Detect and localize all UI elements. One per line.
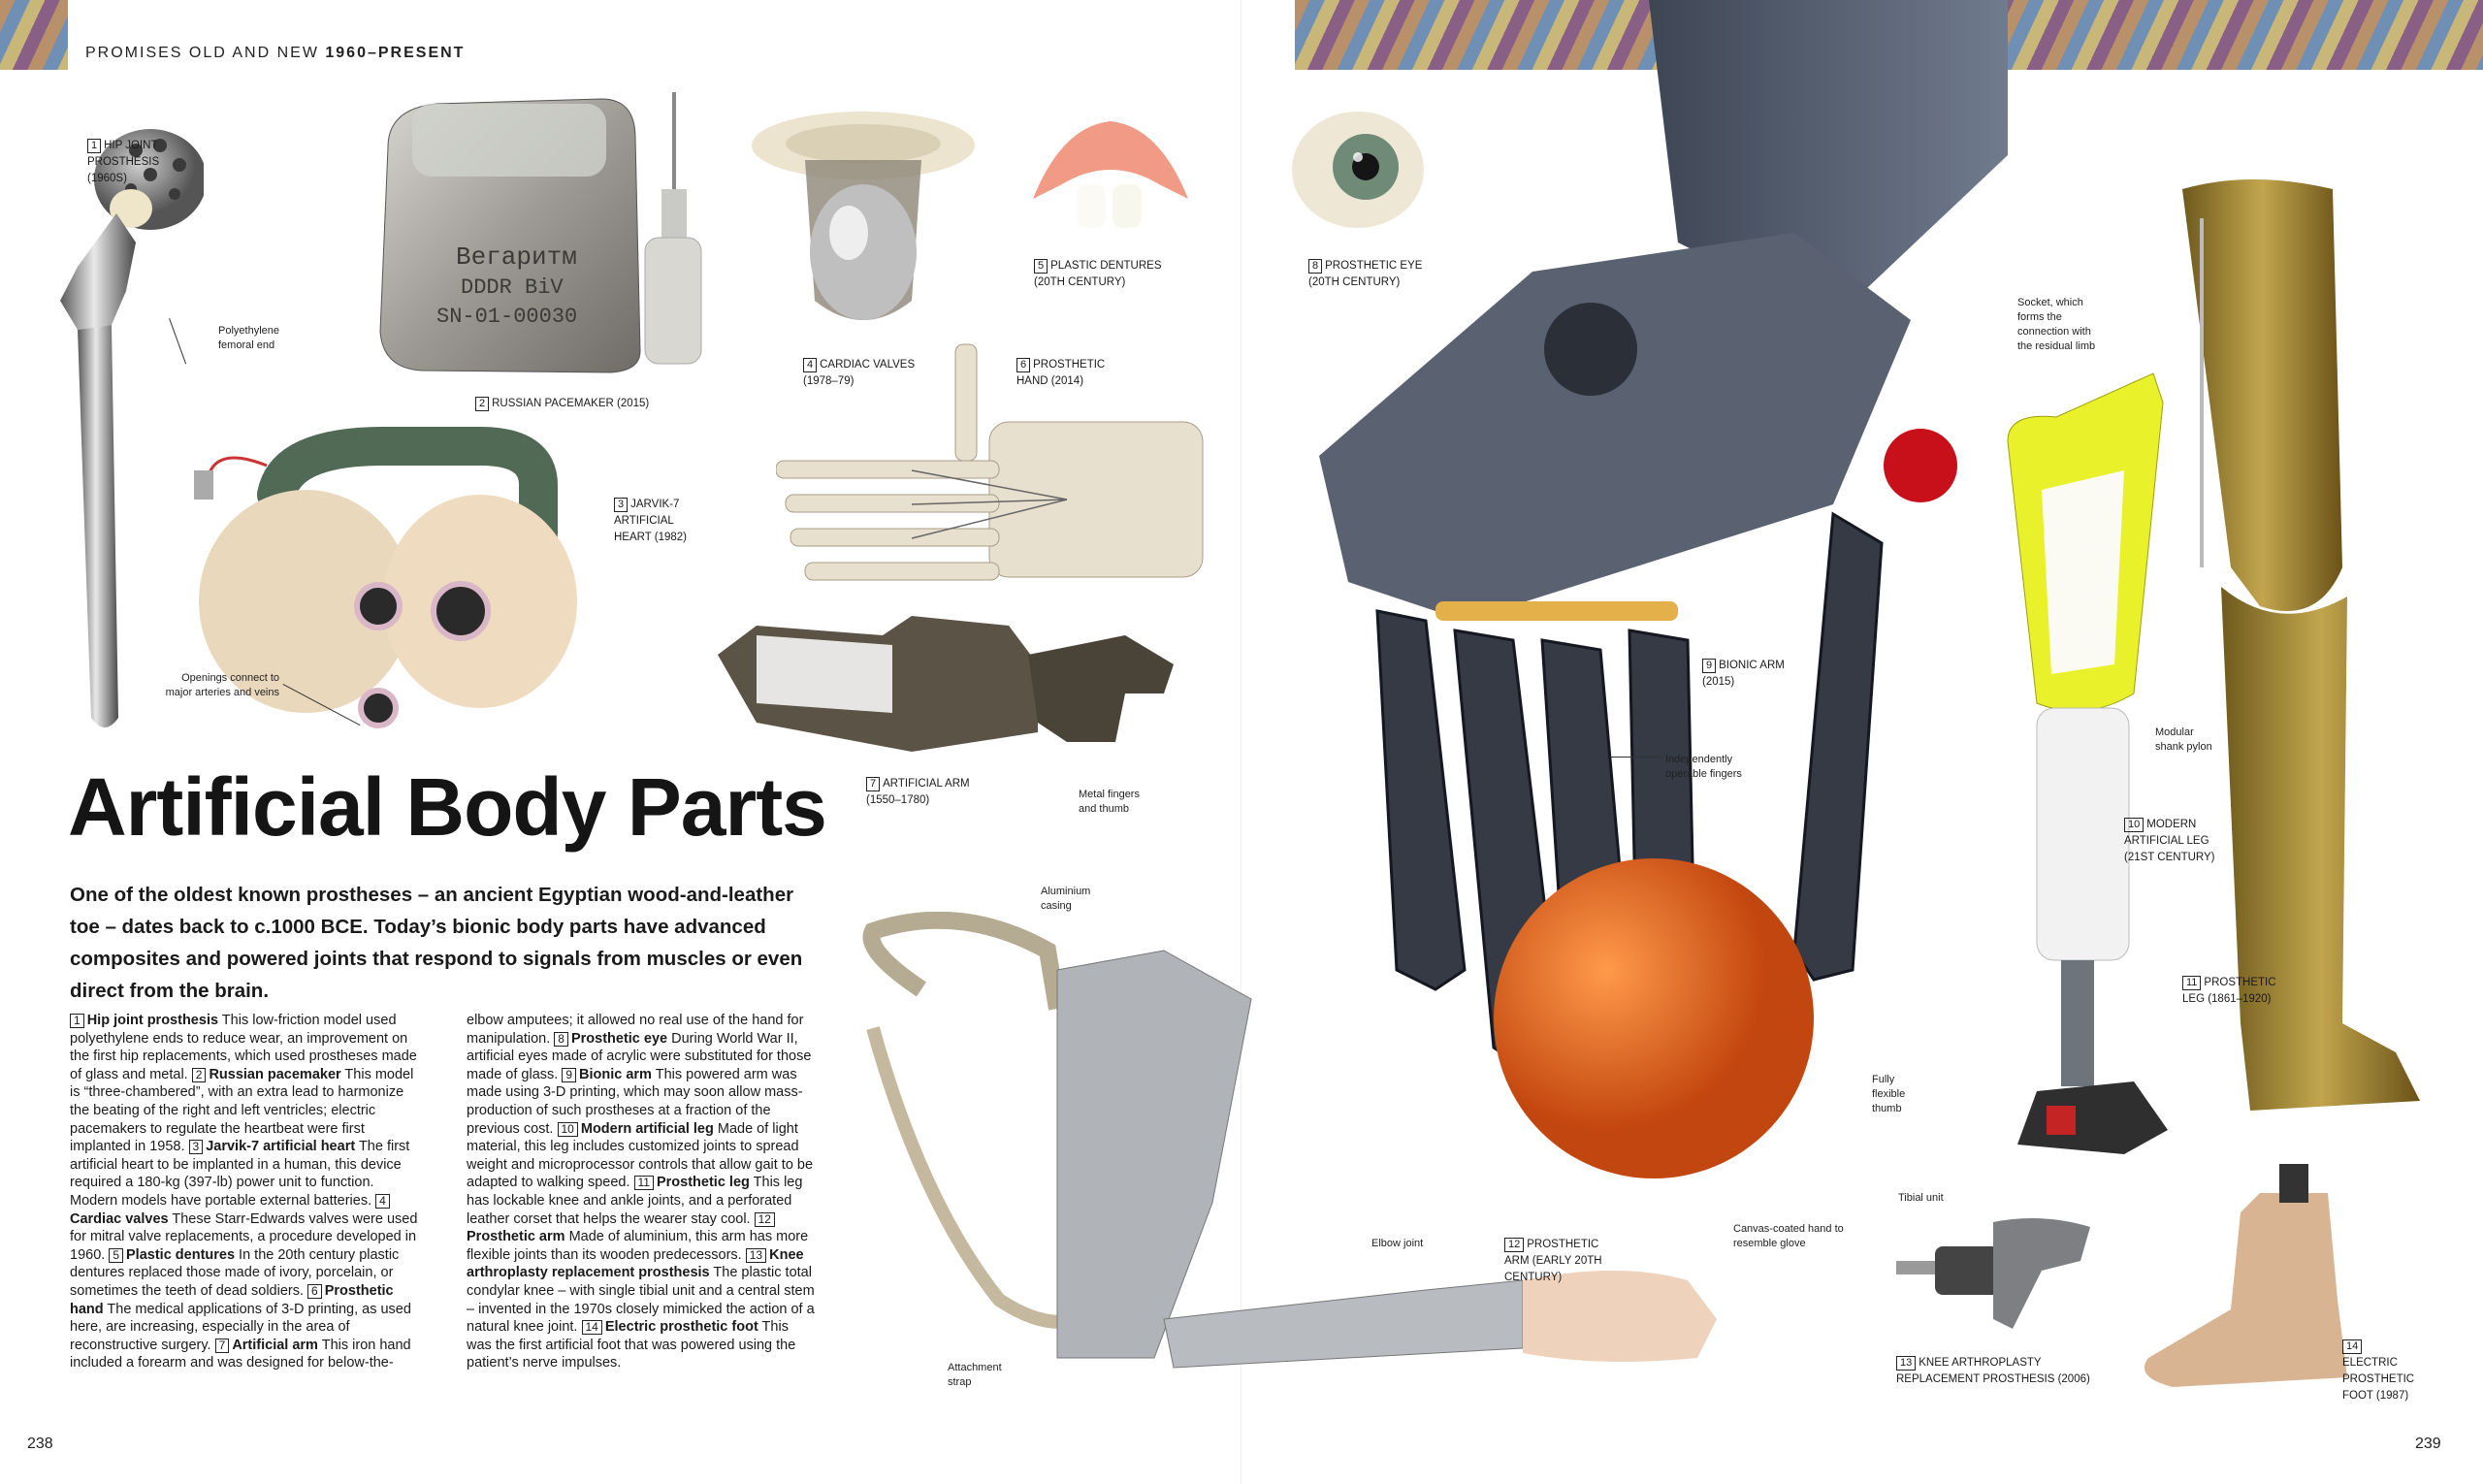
callout-metal-fingers: Metal fingers and thumb [1079, 789, 1140, 815]
callout-socket: Socket, which forms the connection with the residual limb [2017, 297, 2096, 352]
entry-heading: Russian pacemaker [209, 1066, 341, 1082]
callout-independently: Independently operable fingers [1665, 754, 1742, 780]
entry-text: Made of light material, this leg includes customized joints to spread weight and microprocessor controls that allow gait to be adapted to walking speed. [467, 1120, 814, 1191]
entry-heading: Prosthetic hand [70, 1282, 394, 1317]
entry-heading: Modern artificial leg [580, 1120, 714, 1137]
entry-heading: Prosthetic arm [467, 1229, 565, 1245]
entry-number: 5 [109, 1248, 123, 1263]
decorative-band [0, 0, 68, 70]
running-head: PROMISES OLD AND NEW 1960–PRESENT [68, 37, 478, 70]
label-wooden-leg: 11 PROSTHETIC LEG (1861–1920) [2182, 977, 2276, 1005]
label-artificial-arm: 7 ARTIFICIAL ARM (1550–1780) [866, 778, 970, 806]
page-number-left: 238 [27, 1436, 53, 1452]
iron-arm-image [718, 606, 1183, 771]
plastic-dentures-image [1023, 116, 1198, 233]
entry-number: 14 [582, 1320, 602, 1335]
label-hip-joint: 1 HIP JOINT PROSTHESIS (1960S) [87, 140, 160, 184]
entry-number: 13 [746, 1248, 766, 1263]
entry-heading: Plastic dentures [126, 1246, 236, 1263]
entry-text: In the 20th century plastic dentures replaced those made of ivory, porcelain, or sometimes the teeth of dead soldiers. [70, 1246, 400, 1299]
label-knee-prosthesis: 13 KNEE ARTHROPLASTY REPLACEMENT PROSTHESIS (2006) [1896, 1357, 2090, 1385]
callout-modular: Modular shank pylon [2155, 726, 2212, 753]
svg-text:Вегаритм: Вегаритм [456, 242, 577, 272]
entry-heading: Cardiac valves [70, 1210, 169, 1227]
body-text [70, 1012, 817, 1395]
svg-text:DDDR BiV: DDDR BiV [461, 275, 564, 300]
entry-number: 3 [189, 1140, 204, 1154]
entry-number: 6 [307, 1284, 322, 1299]
page-title: Artificial Body Parts [68, 761, 826, 853]
label-electric-foot: 14ELECTRIC PROSTHETIC FOOT (1987) [2342, 1340, 2415, 1402]
entry-text: The plastic total condylar knee – with single tibial unit and a central stem – invented in the 1970s closely mimicked the action of a natural knee joint. [467, 1265, 815, 1336]
pacemaker-lead-connector-image [630, 92, 718, 369]
label-bionic-arm: 9 BIONIC ARM (2015) [1702, 660, 1785, 688]
label-plastic-dentures: 5 PLASTIC DENTURES (20TH CENTURY) [1034, 260, 1162, 288]
page-number-right: 239 [2415, 1436, 2441, 1452]
entry-text: This iron hand included a forearm and was designed for below-the-elbow amputees; it allowed no real use of the hand for manipulation. [70, 1013, 804, 1371]
pacemaker-image [369, 89, 650, 380]
entry-number: 4 [375, 1194, 390, 1209]
entry-heading: Prosthetic eye [570, 1030, 668, 1047]
entry-text: These Starr-Edwards valves were used for mitral valve replacements, a procedure developed in 1960. [70, 1210, 418, 1263]
callout-elbow: Elbow joint [1371, 1238, 1424, 1249]
entry-heading: Jarvik-7 artificial heart [206, 1139, 356, 1155]
cardiac-valve-image [747, 107, 980, 339]
label-pacemaker: 2 RUSSIAN PACEMAKER (2015) [475, 396, 718, 412]
callout-tibial: Tibial unit [1898, 1192, 1944, 1204]
label-prosthetic-arm: 12 PROSTHETIC ARM (EARLY 20TH CENTURY) [1504, 1239, 1602, 1283]
label-modern-leg: 10 MODERN ARTIFICIAL LEG (21ST CENTURY) [2124, 819, 2215, 863]
intro-text: One of the oldest known prostheses – an ancient Egyptian wood-and-leather toe – dates back to c.1000 BCE. Today’s bionic body parts have advanced composites and powered joints that respond to signals from muscles or even direct from the brain. [70, 884, 803, 1002]
entry-heading: Electric prosthetic foot [604, 1319, 758, 1336]
hip-joint-prosthesis-image [58, 97, 204, 737]
entry-heading: Artificial arm [232, 1337, 318, 1353]
entry-number: 11 [634, 1176, 654, 1190]
entry-heading: Knee arthroplasty replacement prosthesis [467, 1246, 804, 1281]
entry-text: This model is “three-chambered”, with an extra lead to harmonize the beating of the right and left ventricles; electric pacemakers to regulate the heartbeat were first implanted in 1958. [70, 1066, 414, 1155]
entry-number: 8 [554, 1032, 568, 1047]
callout-attachment: Attachment strap [948, 1362, 1002, 1388]
entry-text: This was the first artificial foot that was powered using the patient’s nerve impulses. [467, 1319, 796, 1371]
entry-text: The medical applications of 3-D printing, as used here, are increasing, especially in the area of reconstructive surgery. [70, 1301, 411, 1353]
entry-text: This leg has lockable knee and ankle joints, and a perforated leather corset that helps the wearer stay cool. [467, 1175, 803, 1227]
callout-polyethylene: Polyethylene femoral end [218, 325, 279, 351]
label-cardiac-valves: 4 CARDIAC VALVES (1978–79) [803, 359, 916, 387]
prosthetic-hand-3d-image [776, 325, 1232, 606]
label-prosthetic-hand: 6 PROSTHETIC HAND (2014) [1016, 359, 1106, 387]
entry-text: This powered arm was made using 3-D printing, which may soon allow mass-production of such prostheses at a fraction of the previous cost. [467, 1066, 803, 1137]
entry-text: The first artificial heart to be implanted in a human, this device required a 180-kg (397-lb) power unit to function. Modern models have portable external batteries. [70, 1139, 410, 1209]
entry-number: 7 [215, 1339, 230, 1353]
entry-text: During World War II, artificial eyes made of acrylic were substituted for those made of glass. [467, 1030, 812, 1082]
entry-number: 9 [562, 1068, 576, 1082]
label-prosthetic-eye: 8 PROSTHETIC EYE (20TH CENTURY) [1308, 260, 1423, 288]
entry-text: Made of aluminium, this arm has more flexible joints than its wooden predecessors. [467, 1229, 809, 1263]
knee-prosthesis-image [1896, 1203, 2100, 1339]
entry-heading: Prosthetic leg [656, 1175, 750, 1191]
entry-text: This low-friction model used polyethylene ends to reduce wear, an improvement on the first hip replacements, which used prostheses made of glass and metal. [70, 1013, 417, 1082]
entry-number: 12 [755, 1212, 775, 1227]
callout-aluminium: Aluminium casing [1041, 886, 1091, 912]
entry-number: 1 [70, 1014, 84, 1028]
callout-fully-flexible: Fully flexible thumb [1872, 1074, 1906, 1114]
entry-number: 2 [192, 1068, 207, 1082]
electric-foot-image [2134, 1154, 2357, 1397]
callout-canvas: Canvas-coated hand to resemble glove [1733, 1223, 1844, 1249]
svg-text:SN-01-00030: SN-01-00030 [436, 305, 578, 329]
entry-number: 10 [558, 1122, 578, 1137]
label-jarvik-heart: 3 JARVIK-7 ARTIFICIAL HEART (1982) [614, 499, 687, 543]
aluminium-arm-image [844, 912, 1843, 1387]
callout-openings: Openings connect to major arteries and veins [165, 672, 279, 698]
entry-heading: Bionic arm [579, 1066, 652, 1082]
entry-heading: Hip joint prosthesis [86, 1013, 219, 1028]
